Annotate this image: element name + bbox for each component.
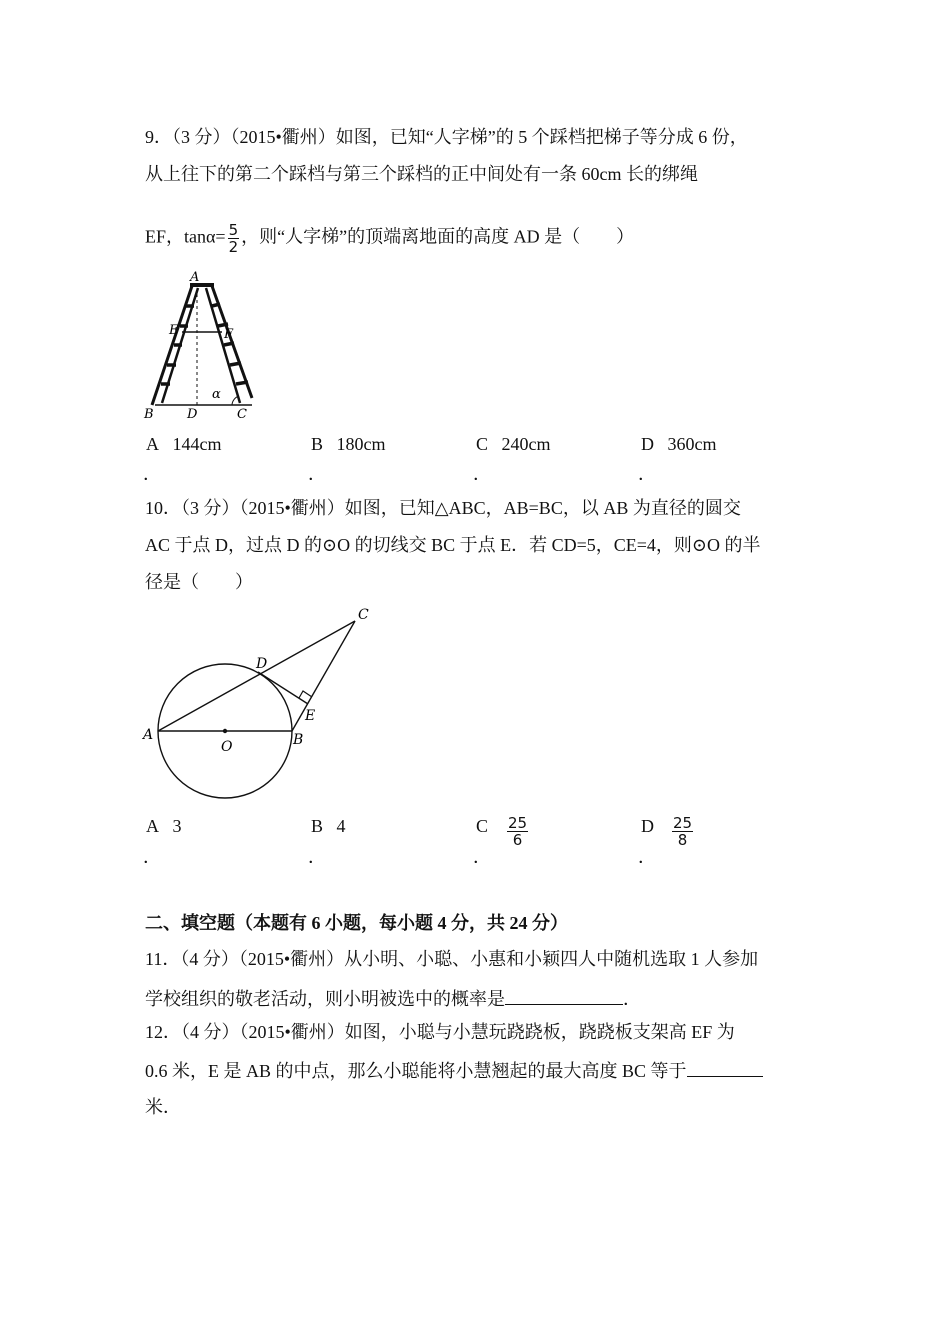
q9-option-c[interactable] xyxy=(476,433,551,455)
q10-option-d-letter: D xyxy=(641,816,654,836)
label-b: B xyxy=(144,407,154,422)
q11-line-1: 11．（4 分）（2015•衢州）从小明、小聪、小惠和小颖四人中随机选取 1 人参加 xyxy=(145,949,759,969)
segment-bc xyxy=(292,621,355,731)
q10-option-c-letter: C xyxy=(476,816,489,836)
label-e: E xyxy=(169,323,179,338)
right-rung-3 xyxy=(224,343,234,345)
q11-line-2 xyxy=(145,986,641,1010)
q9-option-a-dot: ． xyxy=(143,464,161,484)
q10-option-c-num: 25 xyxy=(508,814,528,832)
label-d: D xyxy=(187,407,198,422)
q9-line-2: 从上往下的第二个踩档与第三个踩档的正中间处有一条 60cm 长的绑绳 xyxy=(145,164,698,184)
q10-option-b-text: 4 xyxy=(336,816,346,836)
q10-line-2: AC 于点 D，过点 D 的⊙O 的切线交 BC 于点 E．若 CD=5，CE=4，则⊙O 的半 xyxy=(145,535,761,555)
q10-option-a[interactable] xyxy=(146,815,182,837)
q10-option-d-num: 25 xyxy=(673,814,693,832)
q10-option-c[interactable] xyxy=(476,815,488,837)
label-c: C xyxy=(358,607,369,623)
right-angle-mark xyxy=(299,691,312,698)
label-o: O xyxy=(221,739,233,755)
label-d: D xyxy=(256,656,268,672)
center-point xyxy=(223,729,227,733)
q9-option-b-text: 180cm xyxy=(336,434,386,454)
q11-line-2-text: 学校组织的敬老活动，则小明被选中的概率是 xyxy=(145,989,505,1009)
q9-option-a-letter: A xyxy=(146,434,159,454)
q10-option-d[interactable] xyxy=(641,815,654,837)
q12-line-2-text: 0.6 米，E 是 AB 的中点，那么小聪能将小慧翘起的最大高度 BC 等于 xyxy=(145,1061,687,1081)
q10-option-d-dot: ． xyxy=(638,847,656,867)
label-alpha: α xyxy=(212,387,221,402)
q10-option-a-dot: ． xyxy=(143,847,161,867)
left-rail-outer xyxy=(152,286,192,405)
q10-option-c-dot: ． xyxy=(473,847,491,867)
q10-option-b[interactable] xyxy=(311,815,346,837)
q9-option-c-letter: C xyxy=(476,434,489,454)
q9-tan-fraction xyxy=(228,222,240,255)
right-rung-2 xyxy=(218,324,228,326)
q9-option-a-text: 144cm xyxy=(172,434,222,454)
label-a: A xyxy=(143,727,154,743)
q10-line-3: 径是（ ） xyxy=(145,572,253,592)
q10-option-d-den: 8 xyxy=(677,831,688,849)
q10-option-d-fraction xyxy=(672,815,693,848)
q9-ladder-figure xyxy=(140,270,280,422)
label-c: C xyxy=(237,407,247,422)
q12-answer-blank[interactable] xyxy=(687,1058,763,1077)
q10-option-a-text: 3 xyxy=(172,816,182,836)
q10-option-c-fraction xyxy=(507,815,528,848)
label-f: F xyxy=(224,327,234,342)
tangent-de xyxy=(258,672,308,704)
right-rung-4 xyxy=(230,363,241,365)
q12-line-3: 米． xyxy=(145,1097,181,1117)
right-rung-5 xyxy=(236,382,248,384)
q9-option-d[interactable] xyxy=(641,433,717,455)
q12-line-2 xyxy=(145,1058,763,1082)
right-rung-1 xyxy=(212,304,220,306)
section-2-heading: 二、填空题（本题有 6 小题，每小题 4 分，共 24 分） xyxy=(145,913,568,933)
q9-option-c-text: 240cm xyxy=(501,434,551,454)
q12-line-1: 12．（4 分）（2015•衢州）如图，小聪与小慧玩跷跷板，跷跷板支架高 EF 为 xyxy=(145,1022,735,1042)
q9-option-d-dot: ． xyxy=(638,464,656,484)
q9-frac-denominator: 2 xyxy=(228,238,239,256)
q11-line-2-end: ． xyxy=(623,989,641,1009)
q9-option-b-letter: B xyxy=(311,434,324,454)
label-e: E xyxy=(305,708,316,724)
q9-line-3-end: ，则“人字梯”的顶端离地面的高度 AD 是（ ） xyxy=(241,226,635,247)
q9-line-3-start: EF，tanα= xyxy=(145,226,226,247)
q10-line-1: 10．（3 分）（2015•衢州）如图，已知△ABC，AB=BC，以 AB 为直径的圆交 xyxy=(145,498,741,518)
q9-option-a[interactable] xyxy=(146,433,222,455)
q9-line-3 xyxy=(145,222,634,255)
q10-option-b-letter: B xyxy=(311,816,324,836)
q10-option-c-den: 6 xyxy=(512,831,523,849)
q10-option-a-letter: A xyxy=(146,816,159,836)
q11-answer-blank[interactable] xyxy=(505,986,623,1005)
label-a: A xyxy=(190,270,200,285)
q9-frac-numerator: 5 xyxy=(228,221,239,239)
q9-option-b[interactable] xyxy=(311,433,386,455)
q10-circle-figure xyxy=(140,600,380,805)
q9-option-c-dot: ． xyxy=(473,464,491,484)
q9-option-b-dot: ． xyxy=(308,464,326,484)
label-b: B xyxy=(293,732,304,748)
q9-option-d-text: 360cm xyxy=(667,434,717,454)
q9-line-1: 9．（3 分）（2015•衢州）如图，已知“人字梯”的 5 个踩档把梯子等分成 6 份， xyxy=(145,127,748,147)
right-rail-inner xyxy=(206,288,240,403)
q10-option-b-dot: ． xyxy=(308,847,326,867)
q9-option-d-letter: D xyxy=(641,434,654,454)
